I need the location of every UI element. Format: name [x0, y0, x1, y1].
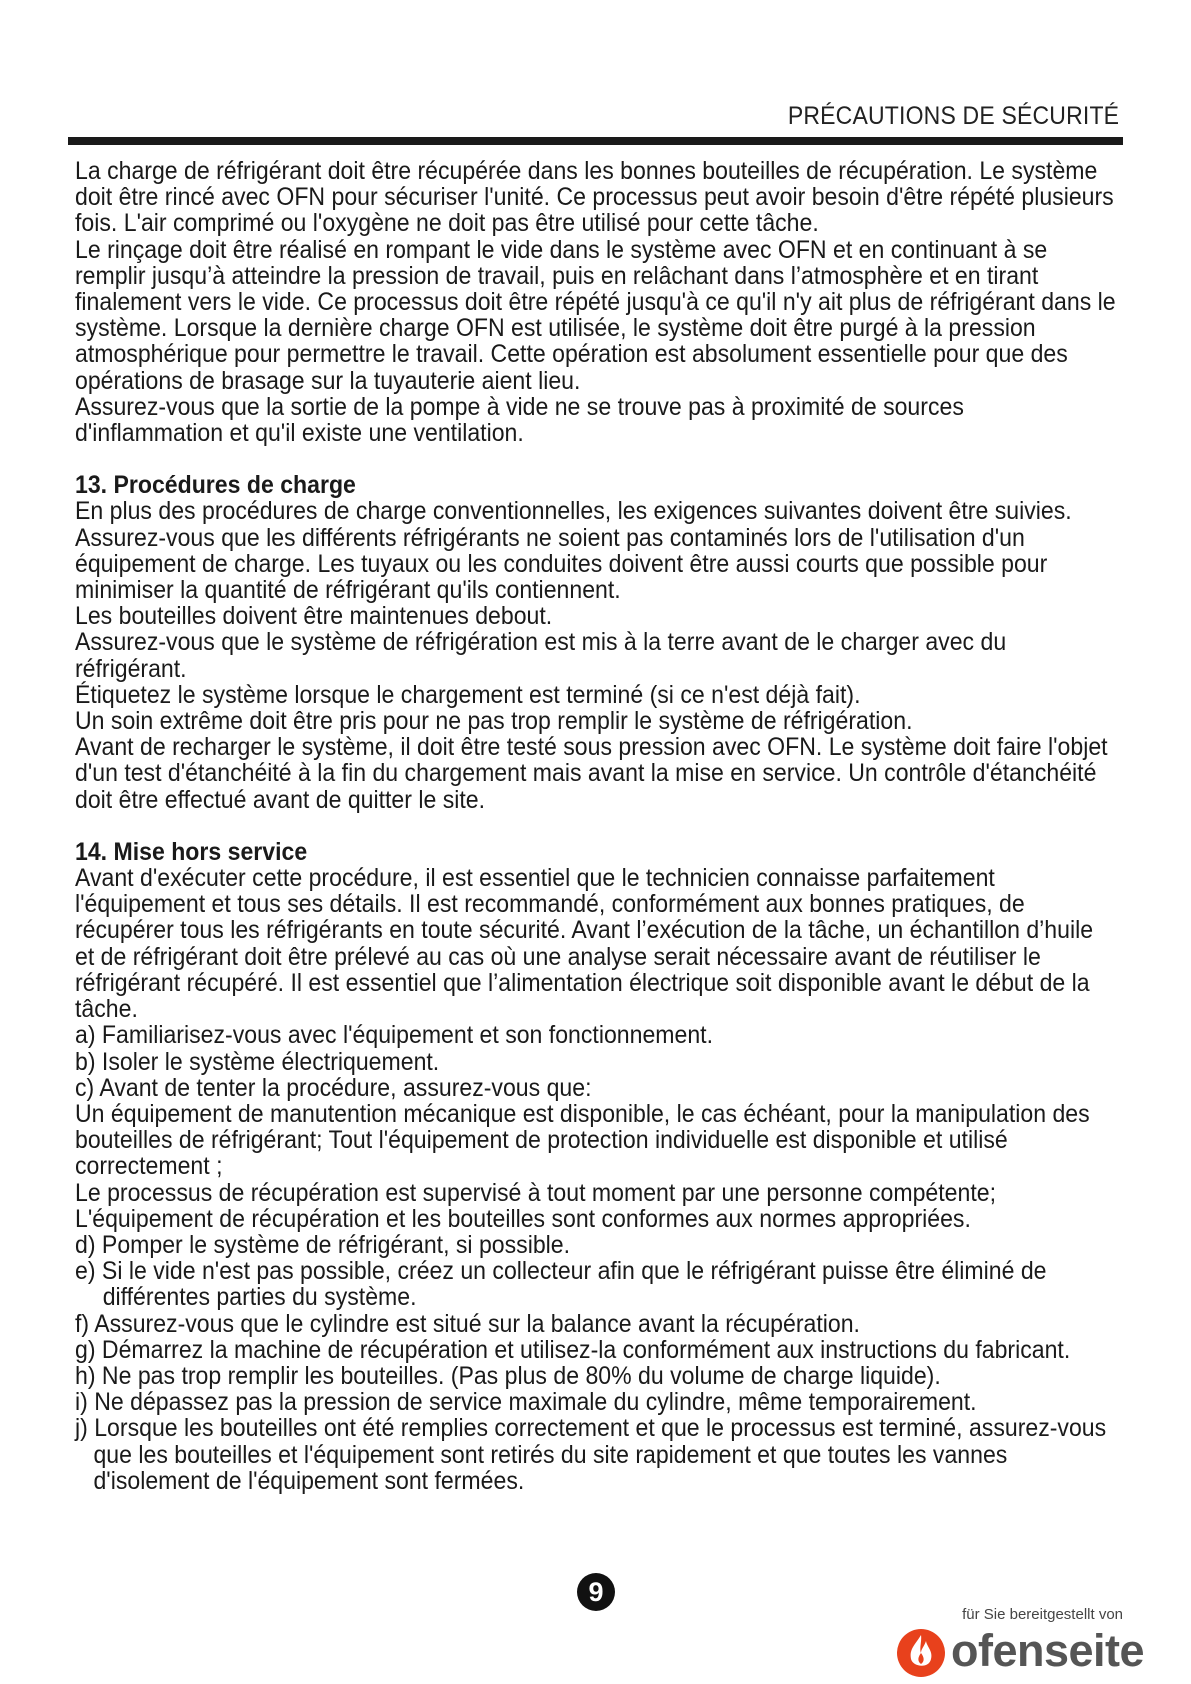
list-item-c-detail: Le processus de récupération est supervisé à tout moment par une personne compétente;: [75, 1178, 996, 1207]
list-item-f: f) Assurez-vous que le cylindre est situé sur la balance avant la récupération.: [75, 1309, 860, 1338]
list-item-i: i) Ne dépassez pas la pression de service maximale du cylindre, même temporairement.: [75, 1388, 977, 1417]
provided-by-label: für Sie bereitgestellt von: [962, 1606, 1123, 1623]
header-divider: [68, 137, 1123, 145]
list-item-c-detail: Un équipement de manutention mécanique est disponible, le cas échéant, pour la manipulation des bouteilles de réfrigérant; Tout l'équipement de protection individuelle est disponible et utilisé correctement ;: [75, 1099, 1090, 1181]
section-13-paragraph: Les bouteilles doivent être maintenues debout.: [75, 602, 553, 631]
section-13-paragraph: Un soin extrême doit être pris pour ne pas trop remplir le système de réfrigération.: [75, 707, 913, 736]
list-item-g: g) Démarrez la machine de récupération et utilisez-la conformément aux instructions du fabricant.: [75, 1335, 1071, 1364]
section-13-paragraph: Assurez-vous que les différents réfrigérants ne soient pas contaminés lors de l'utilisation d'un équipement de charge. Les tuyaux ou les conduites doivent être aussi courts que possible pour minimiser la quantité de réfrigérant qu'ils contiennent.: [75, 523, 1048, 605]
list-item-e: e) Si le vide n'est pas possible, créez un collecteur afin que le réfrigérant puisse être éliminé de: [75, 1257, 1047, 1286]
ofenseite-logo[interactable]: [893, 1625, 1144, 1677]
section-13-heading: 13. Procédures de charge: [75, 471, 356, 500]
list-item-d: d) Pomper le système de réfrigérant, si possible.: [75, 1230, 571, 1259]
section-13-paragraph: En plus des procédures de charge conventionnelles, les exigences suivantes doivent être suivies.: [75, 497, 1072, 526]
section-14-intro: Avant d'exécuter cette procédure, il est essentiel que le technicien connaisse parfaitement l'équipement et tous ses détails. Il est recommandé, conformément aux bonnes pratiques, de récupérer tous les réfrigérants en toute sécurité. Avant l’exécution de la tâche, un échantillon d’huile et de réfrigérant doit être prélevé au cas où une analyse serait nécessaire avant de réutiliser le réfrigérant récupéré. Il est essentiel que l’alimentation électrique soit disponible avant le début de la tâche.: [75, 864, 1094, 1024]
brand-name: ofenseite: [951, 1625, 1145, 1676]
list-item-c-detail: L'équipement de récupération et les bouteilles sont conformes aux normes appropriées.: [75, 1204, 971, 1233]
list-item-c: c) Avant de tenter la procédure, assurez-vous que:: [75, 1073, 592, 1102]
intro-paragraph-3: Assurez-vous que la sortie de la pompe à vide ne se trouve pas à proximité de sources d'inflammation et qu'il existe une ventilation.: [75, 392, 964, 448]
list-item-h: h) Ne pas trop remplir les bouteilles. (Pas plus de 80% du volume de charge liquide).: [75, 1361, 941, 1390]
flame-icon: [893, 1623, 949, 1679]
intro-paragraph-2: Le rinçage doit être réalisé en rompant le vide dans le système avec OFN et en continuant à se remplir jusqu’à atteindre la pression de travail, puis en relâchant dans l’atmosphère et en tirant finalement vers le vide. Ce processus doit être répété jusqu'à ce qu'il n'y ait plus de réfrigérant dans le système. Lorsque la dernière charge OFN est utilisée, le système doit être purgé à la pression atmosphérique pour permettre le travail. Cette opération est absolument essentielle pour que des opérations de brasage sur la tuyauterie aient lieu.: [75, 235, 1116, 395]
section-13-paragraph: Assurez-vous que le système de réfrigération est mis à la terre avant de le charger avec du réfrigérant.: [75, 628, 1007, 683]
list-item-a: a) Familiarisez-vous avec l'équipement et son fonctionnement.: [75, 1021, 714, 1050]
page-header-title: PRÉCAUTIONS DE SÉCURITÉ: [787, 102, 1119, 130]
list-item-j: j) Lorsque les bouteilles ont été remplies correctement et que le processus est terminé, assurez-vous: [75, 1414, 1107, 1443]
section-14-heading: 14. Mise hors service: [75, 837, 308, 866]
list-item-b: b) Isoler le système électriquement.: [75, 1047, 440, 1076]
intro-paragraph-1: La charge de réfrigérant doit être récupérée dans les bonnes bouteilles de récupération. Le système doit être rincé avec OFN pour sécuriser l'unité. Ce processus peut avoir besoin d'être répété plusieurs fois. L'air comprimé ou l'oxygène ne doit pas être utilisé pour cette tâche.: [75, 157, 1114, 238]
list-item-e-continuation: différentes parties du système.: [102, 1283, 417, 1312]
list-item-j-continuation: que les bouteilles et l'équipement sont retirés du site rapidement et que toutes les vannes d'isolement de l'équipement sont fermées.: [93, 1440, 1008, 1495]
document-body: [75, 158, 1118, 1494]
section-13-paragraph: Avant de recharger le système, il doit être testé sous pression avec OFN. Le système doit faire l'objet d'un test d'étanchéité à la fin du chargement mais avant la mise en service. Un contrôle d'étanchéité doit être effectué avant de quitter le site.: [75, 733, 1108, 814]
page-number-badge: 9: [577, 1573, 615, 1611]
section-13-paragraph: Étiquetez le système lorsque le chargement est terminé (si ce n'est déjà fait).: [75, 680, 861, 709]
